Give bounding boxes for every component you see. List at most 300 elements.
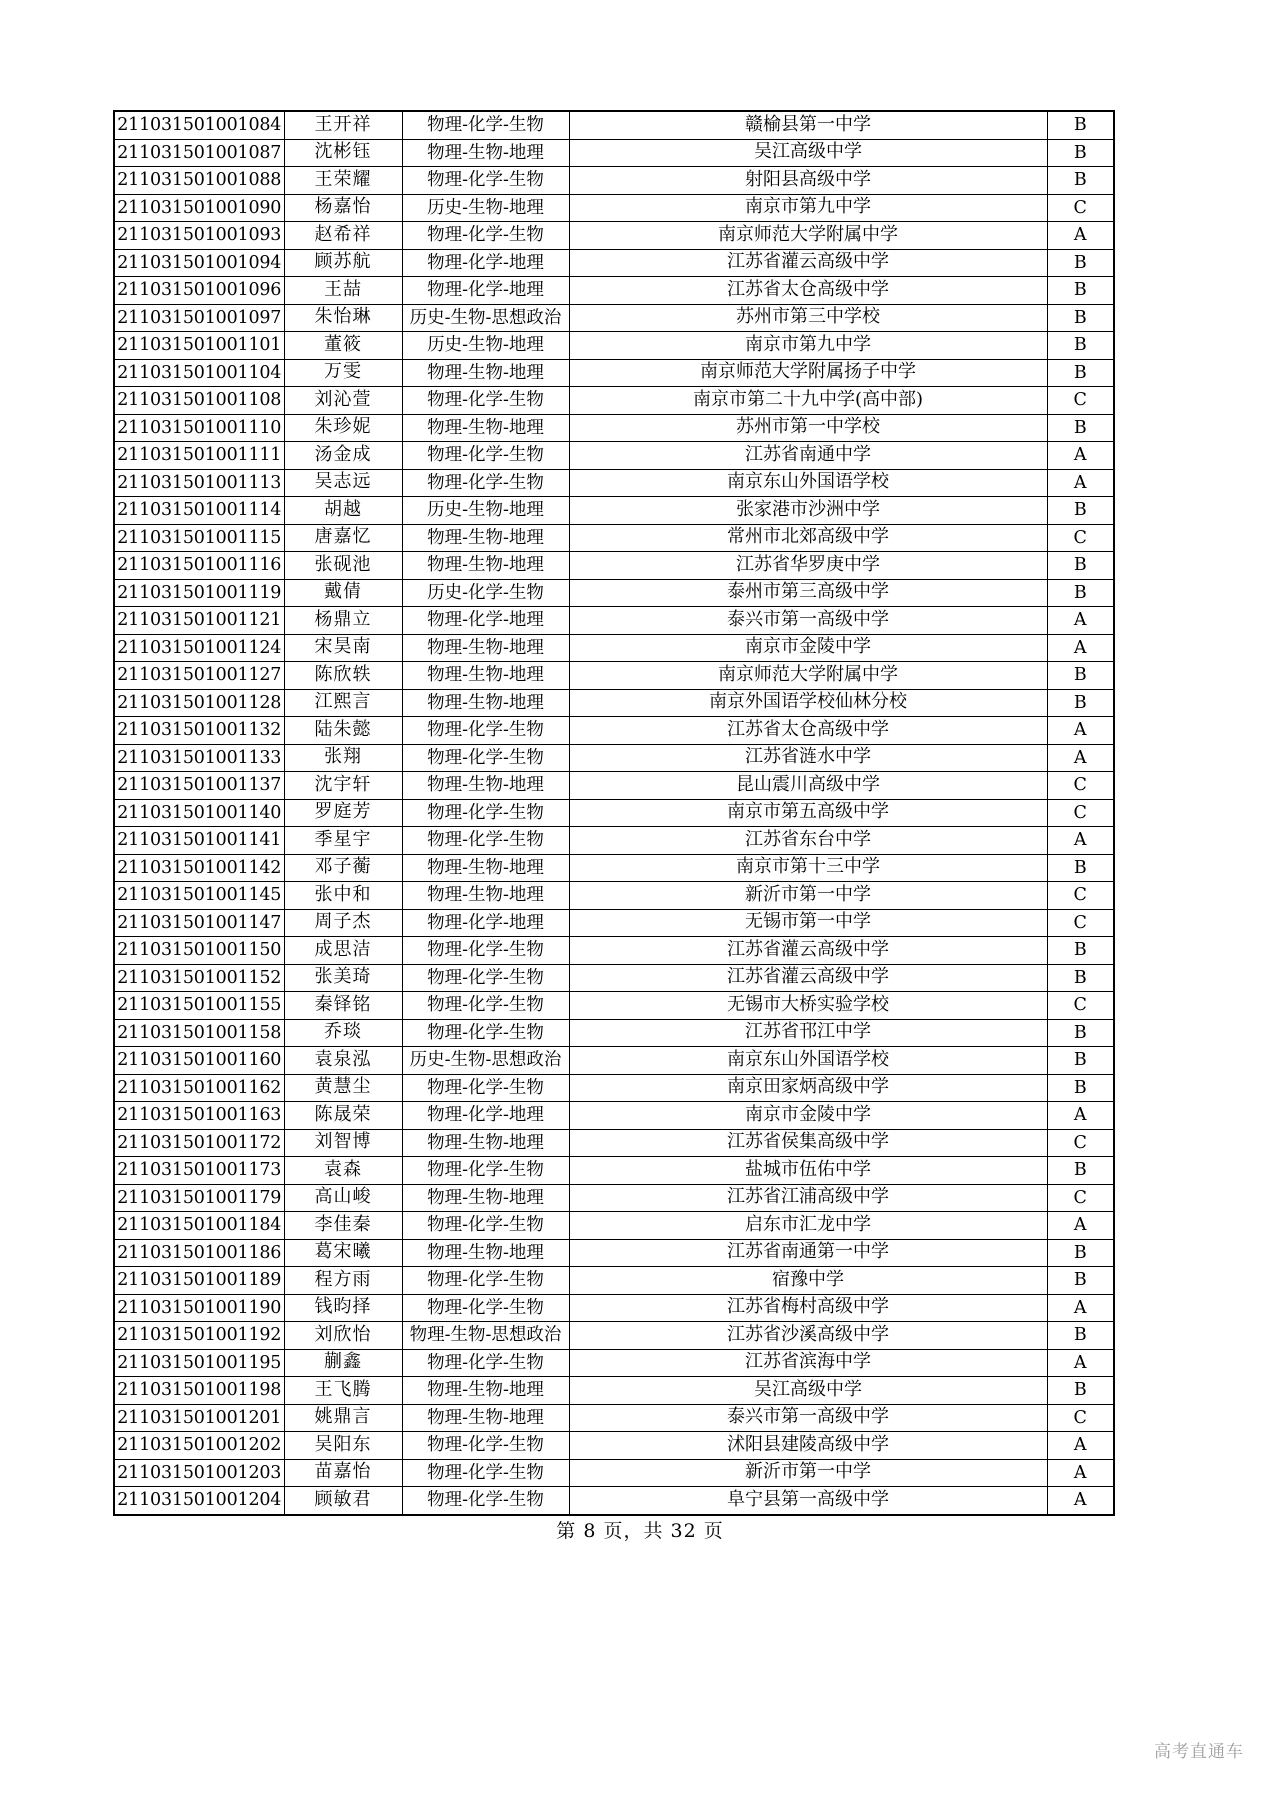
candidate-id-cell: 211031501001094 <box>114 249 284 277</box>
school-name-cell: 南京市第九中学 <box>569 332 1047 360</box>
school-name-cell: 江苏省侯集高级中学 <box>569 1129 1047 1157</box>
table-row <box>114 882 1114 910</box>
candidate-name-cell: 唐嘉忆 <box>284 524 402 552</box>
candidate-id-cell: 211031501001101 <box>114 332 284 360</box>
subject-combination-cell: 物理-生物-地理 <box>402 882 569 910</box>
school-name-cell: 无锡市第一中学 <box>569 909 1047 937</box>
grade-cell: C <box>1047 772 1114 800</box>
candidate-id-cell: 211031501001160 <box>114 1047 284 1075</box>
school-name-cell: 南京师范大学附属中学 <box>569 662 1047 690</box>
grade-cell: A <box>1047 469 1114 497</box>
table-row <box>114 799 1114 827</box>
grade-cell: B <box>1047 1157 1114 1185</box>
school-name-cell: 南京市第五高级中学 <box>569 799 1047 827</box>
table-row <box>114 1459 1114 1487</box>
subject-combination-cell: 物理-化学-生物 <box>402 1157 569 1185</box>
candidate-id-cell: 211031501001124 <box>114 634 284 662</box>
candidate-id-cell: 211031501001192 <box>114 1322 284 1350</box>
candidate-name-cell: 季星宇 <box>284 827 402 855</box>
table-row <box>114 442 1114 470</box>
candidate-id-cell: 211031501001116 <box>114 552 284 580</box>
grade-cell: B <box>1047 111 1114 139</box>
table-row <box>114 304 1114 332</box>
table-row <box>114 1432 1114 1460</box>
table-row <box>114 992 1114 1020</box>
grade-cell: A <box>1047 1349 1114 1377</box>
candidate-name-cell: 万雯 <box>284 359 402 387</box>
table-row <box>114 1377 1114 1405</box>
candidate-id-cell: 211031501001186 <box>114 1239 284 1267</box>
grade-cell: A <box>1047 1487 1114 1515</box>
candidate-name-cell: 汤金成 <box>284 442 402 470</box>
table-row <box>114 689 1114 717</box>
grade-cell: C <box>1047 387 1114 415</box>
school-name-cell: 江苏省东台中学 <box>569 827 1047 855</box>
subject-combination-cell: 物理-化学-生物 <box>402 1349 569 1377</box>
candidate-name-cell: 王开祥 <box>284 111 402 139</box>
candidate-id-cell: 211031501001087 <box>114 139 284 167</box>
candidate-id-cell: 211031501001113 <box>114 469 284 497</box>
candidate-name-cell: 钱昀择 <box>284 1294 402 1322</box>
candidate-name-cell: 程方雨 <box>284 1267 402 1295</box>
candidate-id-cell: 211031501001137 <box>114 772 284 800</box>
grade-cell: A <box>1047 1294 1114 1322</box>
table-row <box>114 634 1114 662</box>
school-name-cell: 启东市汇龙中学 <box>569 1212 1047 1240</box>
candidate-id-cell: 211031501001150 <box>114 937 284 965</box>
school-name-cell: 吴江高级中学 <box>569 1377 1047 1405</box>
table-row <box>114 167 1114 195</box>
subject-combination-cell: 物理-化学-地理 <box>402 909 569 937</box>
school-name-cell: 南京市第二十九中学(高中部) <box>569 387 1047 415</box>
candidate-name-cell: 蒯鑫 <box>284 1349 402 1377</box>
candidate-name-cell: 张中和 <box>284 882 402 910</box>
table-row <box>114 1019 1114 1047</box>
school-name-cell: 江苏省江浦高级中学 <box>569 1184 1047 1212</box>
candidate-id-cell: 211031501001195 <box>114 1349 284 1377</box>
table-row <box>114 497 1114 525</box>
table-row <box>114 469 1114 497</box>
candidate-name-cell: 成思洁 <box>284 937 402 965</box>
school-name-cell: 江苏省灌云高级中学 <box>569 937 1047 965</box>
grade-cell: B <box>1047 497 1114 525</box>
candidate-name-cell: 李佳秦 <box>284 1212 402 1240</box>
grade-cell: B <box>1047 277 1114 305</box>
grade-cell: B <box>1047 937 1114 965</box>
candidate-name-cell: 杨鼎立 <box>284 607 402 635</box>
candidate-name-cell: 沈宇轩 <box>284 772 402 800</box>
school-name-cell: 南京市第九中学 <box>569 194 1047 222</box>
table-row <box>114 579 1114 607</box>
subject-combination-cell: 物理-化学-生物 <box>402 964 569 992</box>
school-name-cell: 南京市第十三中学 <box>569 854 1047 882</box>
candidate-id-cell: 211031501001121 <box>114 607 284 635</box>
candidate-id-cell: 211031501001088 <box>114 167 284 195</box>
candidate-id-cell: 211031501001198 <box>114 1377 284 1405</box>
grade-cell: B <box>1047 1074 1114 1102</box>
candidate-id-cell: 211031501001084 <box>114 111 284 139</box>
table-row <box>114 964 1114 992</box>
table-row <box>114 937 1114 965</box>
grade-cell: A <box>1047 1102 1114 1130</box>
subject-combination-cell: 物理-化学-生物 <box>402 167 569 195</box>
school-name-cell: 江苏省滨海中学 <box>569 1349 1047 1377</box>
grade-cell: B <box>1047 332 1114 360</box>
candidate-id-cell: 211031501001201 <box>114 1404 284 1432</box>
subject-combination-cell: 物理-化学-生物 <box>402 744 569 772</box>
school-name-cell: 南京东山外国语学校 <box>569 469 1047 497</box>
candidate-name-cell: 邓子蘅 <box>284 854 402 882</box>
school-name-cell: 江苏省南通第一中学 <box>569 1239 1047 1267</box>
candidate-id-cell: 211031501001115 <box>114 524 284 552</box>
table-row <box>114 222 1114 250</box>
candidate-id-cell: 211031501001090 <box>114 194 284 222</box>
candidate-name-cell: 张砚池 <box>284 552 402 580</box>
school-name-cell: 江苏省太仓高级中学 <box>569 277 1047 305</box>
candidate-name-cell: 陆朱懿 <box>284 717 402 745</box>
candidate-name-cell: 苗嘉怡 <box>284 1459 402 1487</box>
candidate-name-cell: 张翔 <box>284 744 402 772</box>
candidate-name-cell: 陈欣轶 <box>284 662 402 690</box>
school-name-cell: 无锡市大桥实验学校 <box>569 992 1047 1020</box>
candidate-id-cell: 211031501001163 <box>114 1102 284 1130</box>
candidate-name-cell: 张美琦 <box>284 964 402 992</box>
subject-combination-cell: 物理-生物-地理 <box>402 772 569 800</box>
candidate-id-cell: 211031501001202 <box>114 1432 284 1460</box>
candidate-name-cell: 刘沁萱 <box>284 387 402 415</box>
grade-cell: C <box>1047 524 1114 552</box>
subject-combination-cell: 物理-化学-地理 <box>402 607 569 635</box>
school-name-cell: 吴江高级中学 <box>569 139 1047 167</box>
candidate-name-cell: 周子杰 <box>284 909 402 937</box>
grade-cell: B <box>1047 689 1114 717</box>
table-row <box>114 662 1114 690</box>
school-name-cell: 江苏省太仓高级中学 <box>569 717 1047 745</box>
table-row <box>114 139 1114 167</box>
school-name-cell: 南京师范大学附属中学 <box>569 222 1047 250</box>
school-name-cell: 常州市北郊高级中学 <box>569 524 1047 552</box>
candidate-name-cell: 葛宋曦 <box>284 1239 402 1267</box>
candidate-id-cell: 211031501001110 <box>114 414 284 442</box>
table-row <box>114 111 1114 139</box>
grade-cell: A <box>1047 1212 1114 1240</box>
table-row <box>114 744 1114 772</box>
candidate-id-cell: 211031501001096 <box>114 277 284 305</box>
school-name-cell: 南京师范大学附属扬子中学 <box>569 359 1047 387</box>
candidate-id-cell: 211031501001111 <box>114 442 284 470</box>
grade-cell: C <box>1047 882 1114 910</box>
subject-combination-cell: 物理-生物-地理 <box>402 854 569 882</box>
school-name-cell: 江苏省灌云高级中学 <box>569 249 1047 277</box>
table-row <box>114 607 1114 635</box>
roster-table-container <box>113 110 1113 1516</box>
table-row <box>114 1294 1114 1322</box>
candidate-id-cell: 211031501001104 <box>114 359 284 387</box>
grade-cell: B <box>1047 1239 1114 1267</box>
grade-cell: B <box>1047 552 1114 580</box>
grade-cell: B <box>1047 139 1114 167</box>
candidate-name-cell: 袁森 <box>284 1157 402 1185</box>
candidate-id-cell: 211031501001179 <box>114 1184 284 1212</box>
candidate-id-cell: 211031501001147 <box>114 909 284 937</box>
grade-cell: A <box>1047 634 1114 662</box>
school-name-cell: 赣榆县第一中学 <box>569 111 1047 139</box>
table-row <box>114 1322 1114 1350</box>
grade-cell: B <box>1047 1377 1114 1405</box>
candidate-id-cell: 211031501001114 <box>114 497 284 525</box>
school-name-cell: 江苏省梅村高级中学 <box>569 1294 1047 1322</box>
candidate-name-cell: 陈晟荣 <box>284 1102 402 1130</box>
grade-cell: B <box>1047 414 1114 442</box>
school-name-cell: 射阳县高级中学 <box>569 167 1047 195</box>
table-row <box>114 1102 1114 1130</box>
table-row <box>114 1487 1114 1515</box>
candidate-name-cell: 罗庭芳 <box>284 799 402 827</box>
subject-combination-cell: 物理-化学-生物 <box>402 937 569 965</box>
table-row <box>114 387 1114 415</box>
subject-combination-cell: 物理-化学-生物 <box>402 799 569 827</box>
grade-cell: A <box>1047 1459 1114 1487</box>
subject-combination-cell: 物理-化学-生物 <box>402 469 569 497</box>
subject-combination-cell: 物理-生物-地理 <box>402 662 569 690</box>
grade-cell: C <box>1047 1184 1114 1212</box>
table-row <box>114 249 1114 277</box>
school-name-cell: 苏州市第三中学校 <box>569 304 1047 332</box>
candidate-name-cell: 秦铎铭 <box>284 992 402 1020</box>
candidate-name-cell: 高山峻 <box>284 1184 402 1212</box>
subject-combination-cell: 历史-生物-地理 <box>402 497 569 525</box>
table-row <box>114 717 1114 745</box>
table-row <box>114 1074 1114 1102</box>
roster-table-body <box>114 111 1114 1515</box>
roster-table <box>113 110 1115 1516</box>
grade-cell: C <box>1047 1404 1114 1432</box>
school-name-cell: 江苏省涟水中学 <box>569 744 1047 772</box>
grade-cell: C <box>1047 909 1114 937</box>
candidate-name-cell: 王荣耀 <box>284 167 402 195</box>
subject-combination-cell: 历史-生物-思想政治 <box>402 304 569 332</box>
candidate-name-cell: 王喆 <box>284 277 402 305</box>
grade-cell: B <box>1047 1047 1114 1075</box>
candidate-name-cell: 黄慧尘 <box>284 1074 402 1102</box>
grade-cell: A <box>1047 442 1114 470</box>
school-name-cell: 宿豫中学 <box>569 1267 1047 1295</box>
subject-combination-cell: 物理-化学-生物 <box>402 1212 569 1240</box>
grade-cell: B <box>1047 1322 1114 1350</box>
school-name-cell: 泰兴市第一高级中学 <box>569 1404 1047 1432</box>
grade-cell: A <box>1047 717 1114 745</box>
table-row <box>114 414 1114 442</box>
table-row <box>114 854 1114 882</box>
subject-combination-cell: 物理-生物-地理 <box>402 414 569 442</box>
subject-combination-cell: 物理-化学-生物 <box>402 1459 569 1487</box>
page-footer: 第 8 页，共 32 页 <box>556 1520 724 1542</box>
candidate-name-cell: 袁泉泓 <box>284 1047 402 1075</box>
table-row <box>114 909 1114 937</box>
subject-combination-cell: 物理-化学-生物 <box>402 827 569 855</box>
subject-combination-cell: 物理-生物-地理 <box>402 1239 569 1267</box>
subject-combination-cell: 物理-化学-生物 <box>402 222 569 250</box>
school-name-cell: 南京东山外国语学校 <box>569 1047 1047 1075</box>
table-row <box>114 1129 1114 1157</box>
candidate-name-cell: 乔琰 <box>284 1019 402 1047</box>
school-name-cell: 泰州市第三高级中学 <box>569 579 1047 607</box>
table-row <box>114 524 1114 552</box>
candidate-name-cell: 宋昊南 <box>284 634 402 662</box>
table-row <box>114 194 1114 222</box>
table-row <box>114 277 1114 305</box>
school-name-cell: 江苏省沙溪高级中学 <box>569 1322 1047 1350</box>
school-name-cell: 泰兴市第一高级中学 <box>569 607 1047 635</box>
candidate-id-cell: 211031501001128 <box>114 689 284 717</box>
subject-combination-cell: 物理-化学-生物 <box>402 1019 569 1047</box>
table-row <box>114 332 1114 360</box>
school-name-cell: 南京市金陵中学 <box>569 634 1047 662</box>
grade-cell: B <box>1047 579 1114 607</box>
subject-combination-cell: 物理-生物-地理 <box>402 359 569 387</box>
candidate-name-cell: 胡越 <box>284 497 402 525</box>
candidate-id-cell: 211031501001119 <box>114 579 284 607</box>
candidate-name-cell: 赵希祥 <box>284 222 402 250</box>
candidate-id-cell: 211031501001155 <box>114 992 284 1020</box>
candidate-id-cell: 211031501001145 <box>114 882 284 910</box>
grade-cell: B <box>1047 662 1114 690</box>
table-row <box>114 1267 1114 1295</box>
table-row <box>114 552 1114 580</box>
candidate-name-cell: 杨嘉怡 <box>284 194 402 222</box>
candidate-name-cell: 刘智博 <box>284 1129 402 1157</box>
subject-combination-cell: 物理-生物-地理 <box>402 552 569 580</box>
grade-cell: B <box>1047 304 1114 332</box>
watermark-label: 高考直通车 <box>1154 1742 1244 1762</box>
subject-combination-cell: 历史-生物-地理 <box>402 332 569 360</box>
subject-combination-cell: 物理-化学-生物 <box>402 1487 569 1515</box>
candidate-id-cell: 211031501001190 <box>114 1294 284 1322</box>
subject-combination-cell: 物理-生物-地理 <box>402 1404 569 1432</box>
candidate-id-cell: 211031501001189 <box>114 1267 284 1295</box>
table-row <box>114 1404 1114 1432</box>
candidate-id-cell: 211031501001097 <box>114 304 284 332</box>
grade-cell: C <box>1047 992 1114 1020</box>
school-name-cell: 盐城市伍佑中学 <box>569 1157 1047 1185</box>
candidate-name-cell: 吴志远 <box>284 469 402 497</box>
candidate-name-cell: 董筱 <box>284 332 402 360</box>
candidate-name-cell: 顾苏航 <box>284 249 402 277</box>
candidate-name-cell: 姚鼎言 <box>284 1404 402 1432</box>
grade-cell: A <box>1047 607 1114 635</box>
grade-cell: B <box>1047 1267 1114 1295</box>
candidate-id-cell: 211031501001142 <box>114 854 284 882</box>
school-name-cell: 江苏省南通中学 <box>569 442 1047 470</box>
school-name-cell: 江苏省邗江中学 <box>569 1019 1047 1047</box>
grade-cell: A <box>1047 1432 1114 1460</box>
grade-cell: B <box>1047 854 1114 882</box>
candidate-id-cell: 211031501001132 <box>114 717 284 745</box>
candidate-name-cell: 朱珍妮 <box>284 414 402 442</box>
subject-combination-cell: 物理-化学-生物 <box>402 111 569 139</box>
subject-combination-cell: 历史-生物-思想政治 <box>402 1047 569 1075</box>
grade-cell: B <box>1047 167 1114 195</box>
subject-combination-cell: 物理-生物-地理 <box>402 1377 569 1405</box>
candidate-id-cell: 211031501001184 <box>114 1212 284 1240</box>
table-row <box>114 1184 1114 1212</box>
grade-cell: B <box>1047 1019 1114 1047</box>
table-row <box>114 1212 1114 1240</box>
grade-cell: A <box>1047 827 1114 855</box>
candidate-id-cell: 211031501001172 <box>114 1129 284 1157</box>
candidate-id-cell: 211031501001127 <box>114 662 284 690</box>
candidate-id-cell: 211031501001140 <box>114 799 284 827</box>
school-name-cell: 江苏省华罗庚中学 <box>569 552 1047 580</box>
table-row <box>114 772 1114 800</box>
candidate-id-cell: 211031501001162 <box>114 1074 284 1102</box>
grade-cell: C <box>1047 194 1114 222</box>
subject-combination-cell: 物理-生物-地理 <box>402 689 569 717</box>
subject-combination-cell: 物理-化学-生物 <box>402 1267 569 1295</box>
grade-cell: C <box>1047 799 1114 827</box>
candidate-id-cell: 211031501001173 <box>114 1157 284 1185</box>
subject-combination-cell: 物理-化学-生物 <box>402 387 569 415</box>
subject-combination-cell: 物理-化学-地理 <box>402 1102 569 1130</box>
subject-combination-cell: 物理-生物-地理 <box>402 634 569 662</box>
subject-combination-cell: 物理-生物-地理 <box>402 139 569 167</box>
candidate-name-cell: 戴倩 <box>284 579 402 607</box>
grade-cell: B <box>1047 249 1114 277</box>
school-name-cell: 苏州市第一中学校 <box>569 414 1047 442</box>
school-name-cell: 南京外国语学校仙林分校 <box>569 689 1047 717</box>
grade-cell: C <box>1047 1129 1114 1157</box>
grade-cell: B <box>1047 964 1114 992</box>
subject-combination-cell: 历史-生物-地理 <box>402 194 569 222</box>
candidate-name-cell: 吴阳东 <box>284 1432 402 1460</box>
school-name-cell: 南京市金陵中学 <box>569 1102 1047 1130</box>
school-name-cell: 张家港市沙洲中学 <box>569 497 1047 525</box>
candidate-name-cell: 朱怡琳 <box>284 304 402 332</box>
candidate-name-cell: 沈彬钰 <box>284 139 402 167</box>
subject-combination-cell: 物理-化学-生物 <box>402 1294 569 1322</box>
subject-combination-cell: 物理-化学-生物 <box>402 442 569 470</box>
school-name-cell: 新沂市第一中学 <box>569 1459 1047 1487</box>
candidate-id-cell: 211031501001203 <box>114 1459 284 1487</box>
candidate-id-cell: 211031501001108 <box>114 387 284 415</box>
subject-combination-cell: 物理-生物-思想政治 <box>402 1322 569 1350</box>
candidate-name-cell: 王飞腾 <box>284 1377 402 1405</box>
candidate-id-cell: 211031501001141 <box>114 827 284 855</box>
candidate-name-cell: 刘欣怡 <box>284 1322 402 1350</box>
table-row <box>114 359 1114 387</box>
grade-cell: A <box>1047 744 1114 772</box>
candidate-id-cell: 211031501001093 <box>114 222 284 250</box>
candidate-name-cell: 江熙言 <box>284 689 402 717</box>
school-name-cell: 昆山震川高级中学 <box>569 772 1047 800</box>
table-row <box>114 1239 1114 1267</box>
subject-combination-cell: 物理-生物-地理 <box>402 1129 569 1157</box>
school-name-cell: 江苏省灌云高级中学 <box>569 964 1047 992</box>
table-row <box>114 827 1114 855</box>
school-name-cell: 沭阳县建陵高级中学 <box>569 1432 1047 1460</box>
school-name-cell: 阜宁县第一高级中学 <box>569 1487 1047 1515</box>
candidate-id-cell: 211031501001133 <box>114 744 284 772</box>
candidate-id-cell: 211031501001152 <box>114 964 284 992</box>
table-row <box>114 1349 1114 1377</box>
school-name-cell: 新沂市第一中学 <box>569 882 1047 910</box>
grade-cell: B <box>1047 359 1114 387</box>
subject-combination-cell: 物理-化学-生物 <box>402 1074 569 1102</box>
subject-combination-cell: 物理-化学-生物 <box>402 717 569 745</box>
candidate-id-cell: 211031501001158 <box>114 1019 284 1047</box>
candidate-name-cell: 顾敏君 <box>284 1487 402 1515</box>
subject-combination-cell: 物理-化学-地理 <box>402 277 569 305</box>
